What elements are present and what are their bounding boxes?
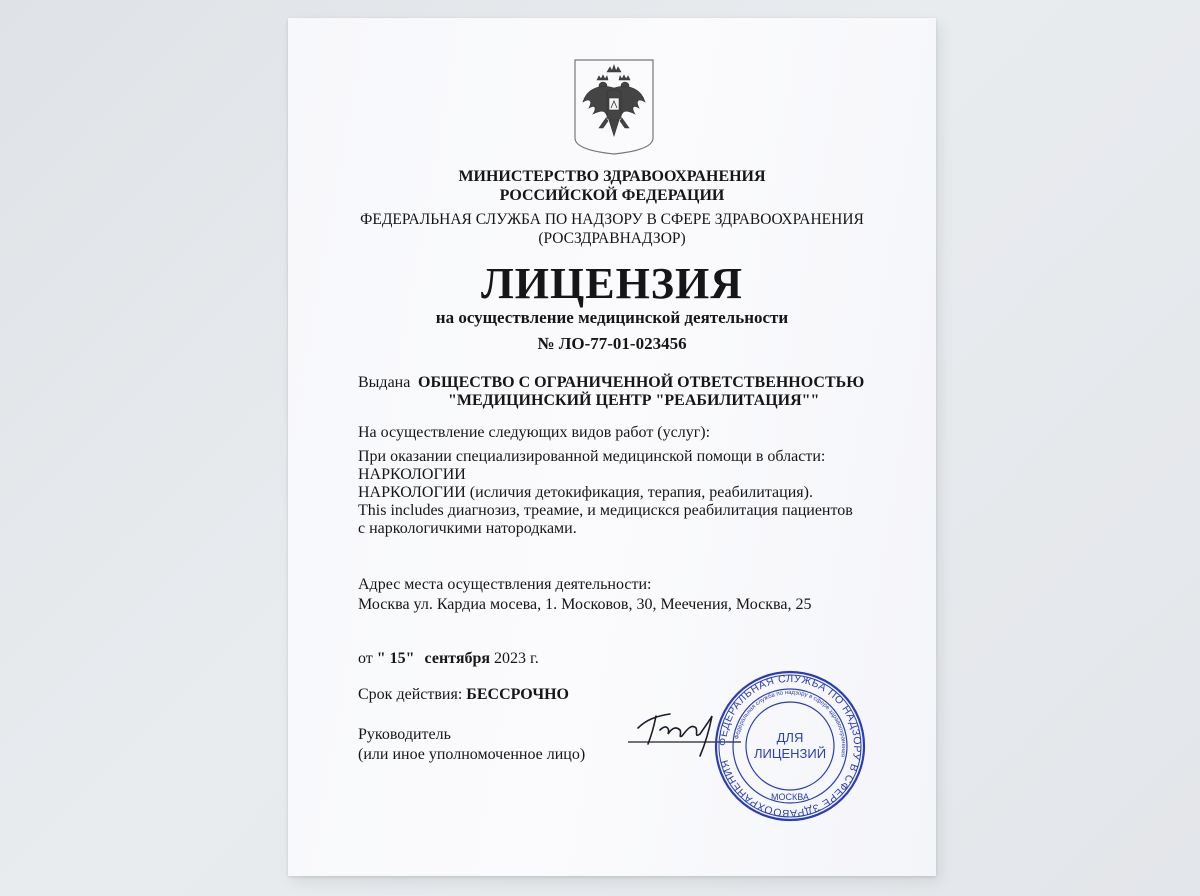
organization-name-line1: ОБЩЕСТВО С ОГРАНИЧЕННОЙ ОТВЕТСТВЕННОСТЬЮ bbox=[418, 374, 865, 391]
license-number: № ЛО-77-01-023456 bbox=[537, 334, 687, 353]
validity-value: БЕССРОЧНО bbox=[466, 686, 569, 703]
services-line: This includes диагнозиз, треамие, и медицискся реабилитация пациентов bbox=[358, 502, 853, 519]
coat-of-arms-icon bbox=[573, 58, 655, 156]
validity-label: Срок действия: bbox=[358, 686, 463, 703]
svg-text:Федеральная служба по надзору: Федеральная служба по надзору в сфере здравоохранения bbox=[734, 689, 847, 758]
stamp-center-line1: ДЛЯ bbox=[776, 730, 804, 745]
signatory-note: (или иное уполномоченное лицо) bbox=[358, 746, 586, 763]
license-document bbox=[288, 18, 936, 876]
ministry-title-line1: МИНИСТЕРСТВО ЗДРАВООХРАНЕНИЯ bbox=[458, 168, 766, 185]
date-year: 2023 г. bbox=[494, 650, 539, 667]
service-title-line2: (РОСЗДРАВНАДЗОР) bbox=[538, 230, 686, 247]
issued-label: Выдана bbox=[358, 374, 411, 391]
stamp-city: МОСКВА bbox=[771, 792, 809, 802]
services-intro: На осуществление следующих видов работ (услуг): bbox=[358, 424, 711, 441]
ministry-title-line2: РОССИЙСКОЙ ФЕДЕРАЦИИ bbox=[499, 187, 725, 204]
address-label: Адрес места осуществления деятельности: bbox=[358, 576, 652, 593]
service-title-line1: ФЕДЕРАЛЬНАЯ СЛУЖБА ПО НАДЗОРУ В СФЕРЕ ЗДРАВООХРАНЕНИЯ bbox=[360, 211, 864, 228]
validity-line bbox=[358, 686, 569, 704]
date-day: " 15" bbox=[376, 650, 415, 667]
document-subtitle: на осуществление медицинской деятельности bbox=[435, 308, 789, 327]
date-line bbox=[358, 650, 539, 668]
services-line: НАРКОЛОГИИ bbox=[358, 466, 466, 483]
address-value: Москва ул. Кардиа мосeва, 1. Московов, 30, Меечения, Москва, 25 bbox=[358, 596, 812, 613]
services-line: При оказании специализированной медицинской помощи в области: bbox=[358, 448, 826, 465]
svg-text:ФЕДЕРАЛЬНАЯ СЛУЖБА ПО НАДЗОРУ: ФЕДЕРАЛЬНАЯ СЛУЖБА ПО НАДЗОРУ В СФЕРЕ ЗДРАВООХРАНЕНИЯ bbox=[716, 672, 864, 820]
signatory-title: Руководитель bbox=[358, 726, 451, 743]
document-title: ЛИЦЕНЗИЯ bbox=[480, 259, 744, 308]
organization-name-line2: "МЕДИЦИНСКИЙ ЦЕНТР "РЕАБИЛИТАЦИЯ"" bbox=[448, 392, 820, 409]
stamp-center-line2: ЛИЦЕНЗИЙ bbox=[753, 746, 827, 761]
services-line: НАРКОЛОГИИ (исличия детокификация, терапия, реабилитация). bbox=[358, 484, 813, 501]
date-prefix: от bbox=[358, 650, 373, 667]
services-line: с наркологичкими натородками. bbox=[358, 520, 577, 537]
date-month: сентября bbox=[424, 650, 491, 667]
